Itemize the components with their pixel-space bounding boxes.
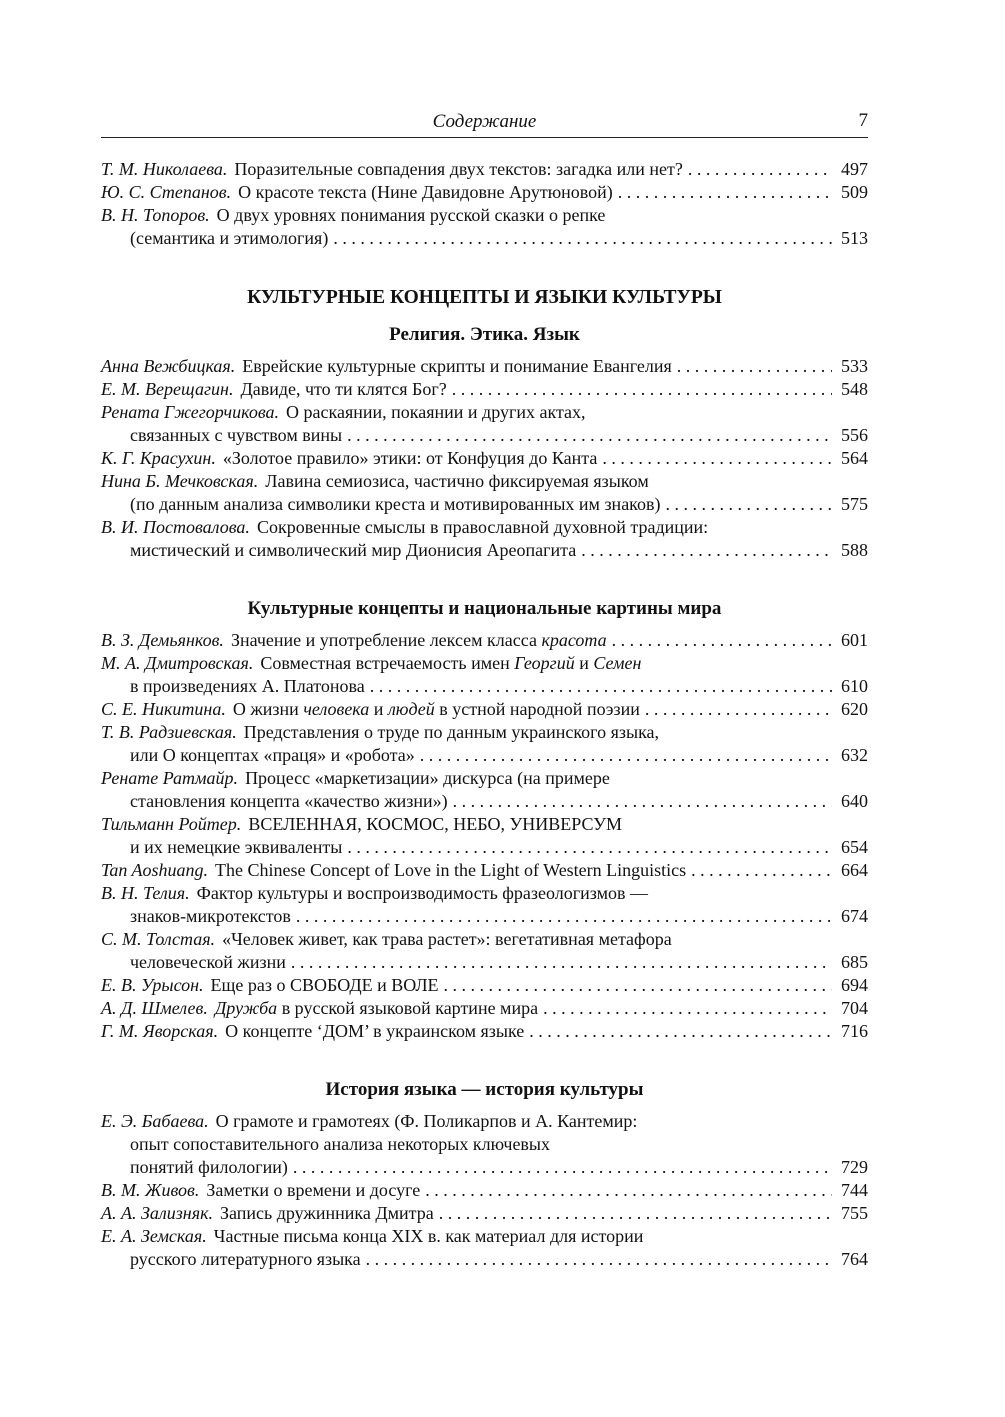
entry-author: Ренате Ратмайр.	[101, 768, 239, 788]
entry-title: «Золотое правило» этики: от Конфуция до Канта	[222, 448, 598, 468]
entry-author: В. М. Живов.	[101, 1180, 200, 1200]
toc-entry	[101, 721, 868, 767]
subsection-entries	[101, 1110, 868, 1271]
toc-entry-line	[101, 974, 868, 997]
toc-entry	[101, 859, 868, 882]
entry-title: «Человек живет, как трава растет»: вегетативная метафора	[222, 929, 672, 949]
toc-entry-line	[101, 1133, 868, 1156]
toc-entry	[101, 378, 868, 401]
entry-page-number: 674	[841, 906, 868, 926]
running-head-title: Содержание	[432, 111, 537, 132]
table-of-contents	[101, 158, 868, 1305]
entry-title: связанных с чувством вины	[130, 425, 343, 445]
toc-entry	[101, 158, 868, 181]
section-title: КУЛЬТУРНЫЕ КОНЦЕПТЫ И ЯЗЫКИ КУЛЬТУРЫ	[247, 287, 722, 308]
entry-author: Рената Гжегорчикова.	[101, 402, 280, 422]
leader-dots	[370, 675, 832, 698]
entry-author: С. М. Толстая.	[101, 929, 216, 949]
running-head	[101, 110, 868, 138]
entry-author: С. Е. Никитина.	[101, 699, 226, 719]
toc-entry-line	[101, 1110, 868, 1133]
entry-author: Тильманн Ройтер.	[101, 814, 242, 834]
entry-page-number: 509	[841, 182, 868, 202]
entry-page-number: 497	[841, 159, 868, 179]
entry-title: О грамоте и грамотеях (Ф. Поликарпов и А. Кантемир:	[215, 1111, 638, 1131]
entry-page-number: 685	[841, 952, 868, 972]
toc-entry-line	[101, 1020, 868, 1043]
toc-entry	[101, 767, 868, 813]
toc-entry	[101, 974, 868, 997]
entry-author: К. Г. Красухин.	[101, 448, 216, 468]
toc-entry-line	[101, 721, 868, 744]
entry-title: понятий филологии)	[130, 1157, 288, 1177]
leader-dots	[666, 493, 832, 516]
entry-title: человеческой жизни	[130, 952, 286, 972]
entry-page-number: 513	[841, 228, 868, 248]
toc-intro-group	[101, 158, 868, 250]
entry-author: В. И. Постовалова.	[101, 517, 250, 537]
toc-entry-line	[101, 1156, 868, 1179]
entry-page-number: 664	[841, 860, 868, 880]
entry-page-number: 755	[841, 1203, 868, 1223]
toc-entry-line	[101, 355, 868, 378]
entry-author: А. А. Зализняк.	[101, 1203, 213, 1223]
toc-entry-line	[101, 516, 868, 539]
entry-page-number: 704	[841, 998, 868, 1018]
entry-page-number: 716	[841, 1021, 868, 1041]
toc-entry-line	[101, 698, 868, 721]
toc-entry-line	[101, 539, 868, 562]
leader-dots	[333, 227, 832, 250]
toc-entry-line	[101, 424, 868, 447]
toc-entry-line	[101, 204, 868, 227]
entry-title: Процесс «маркетизации» дискурса (на примере	[245, 768, 610, 788]
leader-dots	[677, 355, 832, 378]
entry-author: А. Д. Шмелев.	[101, 998, 208, 1018]
entry-page-number: 556	[841, 425, 868, 445]
entry-title: знаков-микротекстов	[130, 906, 291, 926]
toc-entry-line	[101, 158, 868, 181]
toc-entry-line	[101, 181, 868, 204]
entry-page-number: 533	[841, 356, 868, 376]
leader-dots	[543, 997, 832, 1020]
toc-entry-line	[101, 1179, 868, 1202]
entry-title: О двух уровнях понимания русской сказки о репке	[216, 205, 606, 225]
entry-page-number: 575	[841, 494, 868, 514]
page-number: 7	[858, 110, 868, 131]
entry-title: Совместная встречаемость имен Георгий и Семен	[260, 653, 642, 673]
toc-entry	[101, 997, 868, 1020]
leader-dots	[618, 181, 832, 204]
toc-entry	[101, 355, 868, 378]
leader-dots	[452, 378, 832, 401]
toc-entry-line	[101, 227, 868, 250]
entry-author: В. Н. Топоров.	[101, 205, 210, 225]
leader-dots	[444, 974, 832, 997]
entry-author: Т. М. Николаева.	[101, 159, 228, 179]
leader-dots	[645, 698, 832, 721]
entry-title: ВСЕЛЕННАЯ, КОСМОС, НЕБО, УНИВЕРСУМ	[248, 814, 622, 834]
toc-entry	[101, 698, 868, 721]
entry-author: Е. Э. Бабаева.	[101, 1111, 209, 1131]
entry-author: Е. А. Земская.	[101, 1226, 207, 1246]
leader-dots	[366, 1248, 832, 1271]
leader-dots	[293, 1156, 832, 1179]
leader-dots	[439, 1202, 832, 1225]
toc-entry	[101, 928, 868, 974]
entry-title: О жизни человека и людей в устной народной поэзии	[232, 699, 640, 719]
entry-author: Анна Вежбицкая.	[101, 356, 236, 376]
toc-entry-line	[101, 859, 868, 882]
toc-entry	[101, 447, 868, 470]
toc-entry	[101, 181, 868, 204]
entry-page-number: 548	[841, 379, 868, 399]
entry-title: (по данным анализа символики креста и мотивированных им знаков)	[130, 494, 661, 514]
leader-dots	[581, 539, 832, 562]
subsection-title: Культурные концепты и национальные картины мира	[247, 598, 722, 619]
leader-dots	[529, 1020, 832, 1043]
entry-title: Запись дружинника Дмитра	[220, 1203, 434, 1223]
leader-dots	[347, 424, 832, 447]
toc-entry-line	[101, 401, 868, 424]
toc-entry-line	[101, 813, 868, 836]
entry-title: опыт сопоставительного анализа некоторых ключевых	[130, 1134, 551, 1154]
leader-dots	[691, 859, 832, 882]
toc-entry-line	[101, 1202, 868, 1225]
entry-author: В. З. Демьянков.	[101, 630, 224, 650]
entry-title: Поразительные совпадения двух текстов: загадка или нет?	[234, 159, 683, 179]
toc-entry	[101, 1110, 868, 1179]
entry-page-number: 610	[841, 676, 868, 696]
toc-entry-line	[101, 378, 868, 401]
toc-entry	[101, 1225, 868, 1271]
entry-title: Значение и употребление лексем класса красота	[230, 630, 607, 650]
toc-entry-line	[101, 447, 868, 470]
entry-page-number: 744	[841, 1180, 868, 1200]
toc-entry-line	[101, 790, 868, 813]
toc-entry	[101, 1202, 868, 1225]
entry-title: The Chinese Concept of Love in the Light of Western Linguistics	[215, 860, 687, 880]
toc-entry	[101, 516, 868, 562]
toc-entry-line	[101, 493, 868, 516]
entry-author: Е. М. Верещагин.	[101, 379, 234, 399]
leader-dots	[602, 447, 832, 470]
entry-title: Частные письма конца XIX в. как материал для истории	[213, 1226, 644, 1246]
toc-entry	[101, 401, 868, 447]
entry-title: (семантика и этимология)	[130, 228, 329, 248]
entry-title: Давиде, что ти клятся Бог?	[240, 379, 447, 399]
toc-entry	[101, 470, 868, 516]
entry-title: русского литературного языка	[130, 1249, 361, 1269]
entry-author: Tan Aoshuang.	[101, 860, 209, 880]
entry-author: В. Н. Телия.	[101, 883, 190, 903]
toc-entry-line	[101, 836, 868, 859]
entry-page-number: 601	[841, 630, 868, 650]
toc-entry	[101, 1179, 868, 1202]
subsection-title: Религия. Этика. Язык	[389, 324, 580, 345]
entry-page-number: 654	[841, 837, 868, 857]
entry-title: О красоте текста (Нине Давидовне Арутюновой)	[238, 182, 613, 202]
leader-dots	[612, 629, 832, 652]
entry-title: и их немецкие эквиваленты	[130, 837, 343, 857]
entry-page-number: 694	[841, 975, 868, 995]
toc-entry-line	[101, 470, 868, 493]
toc-entry-line	[101, 744, 868, 767]
entry-page-number: 564	[841, 448, 868, 468]
entry-title: мистический и символический мир Дионисия Ареопагита	[130, 540, 577, 560]
subsection-entries	[101, 355, 868, 562]
toc-entry-line	[101, 767, 868, 790]
leader-dots	[347, 836, 832, 859]
entry-page-number: 588	[841, 540, 868, 560]
toc-entry-line	[101, 1225, 868, 1248]
toc-entry-line	[101, 997, 868, 1020]
entry-title: О концепте ‘ДОМ’ в украинском языке	[225, 1021, 525, 1041]
entry-page-number: 764	[841, 1249, 868, 1269]
entry-author: Е. В. Урысон.	[101, 975, 204, 995]
entry-author: Г. М. Яворская.	[101, 1021, 219, 1041]
leader-dots	[291, 951, 832, 974]
entry-page-number: 729	[841, 1157, 868, 1177]
entry-author: М. А. Дмитровская.	[101, 653, 254, 673]
toc-entry-line	[101, 905, 868, 928]
entry-title: Фактор культуры и воспроизводимость фразеологизмов —	[196, 883, 649, 903]
entry-title: Заметки о времени и досуге	[206, 1180, 421, 1200]
toc-entry-line	[101, 629, 868, 652]
entry-title: или О концептах «праця» и «робота»	[130, 745, 415, 765]
subsection-title: История языка — история культуры	[325, 1079, 644, 1100]
entry-title: Еврейские культурные скрипты и понимание Евангелия	[242, 356, 672, 376]
toc-entry-line	[101, 675, 868, 698]
toc-entry	[101, 629, 868, 652]
subsection-entries	[101, 629, 868, 1043]
leader-dots	[688, 158, 832, 181]
toc-entry-line	[101, 1248, 868, 1271]
entry-title: Еще раз о СВОБОДЕ и ВОЛЕ	[210, 975, 439, 995]
entry-title: становления концепта «качество жизни»)	[130, 791, 448, 811]
entry-title: Лавина семиозиса, частично фиксируемая языком	[265, 471, 649, 491]
entry-title: О раскаянии, покаянии и других актах,	[286, 402, 586, 422]
entry-page-number: 632	[841, 745, 868, 765]
entry-title: Сокровенные смыслы в православной духовной традиции:	[256, 517, 709, 537]
entry-author: Ю. С. Степанов.	[101, 182, 232, 202]
toc-entry	[101, 652, 868, 698]
leader-dots	[420, 744, 832, 767]
toc-entry-line	[101, 928, 868, 951]
toc-entry	[101, 882, 868, 928]
entry-author: Нина Б. Мечковская.	[101, 471, 259, 491]
toc-entry	[101, 204, 868, 250]
toc-entry	[101, 1020, 868, 1043]
subsections	[101, 322, 868, 1271]
entry-author: Т. В. Радзиевская.	[101, 722, 237, 742]
toc-entry-line	[101, 951, 868, 974]
entry-page-number: 640	[841, 791, 868, 811]
leader-dots	[453, 790, 832, 813]
leader-dots	[296, 905, 832, 928]
toc-entry-line	[101, 882, 868, 905]
entry-title: в произведениях А. Платонова	[130, 676, 365, 696]
entry-page-number: 620	[841, 699, 868, 719]
toc-entry-line	[101, 652, 868, 675]
toc-entry	[101, 813, 868, 859]
entry-title: Дружба в русской языковой картине мира	[214, 998, 539, 1018]
leader-dots	[425, 1179, 832, 1202]
entry-title: Представления о труде по данным украинского языка,	[243, 722, 660, 742]
